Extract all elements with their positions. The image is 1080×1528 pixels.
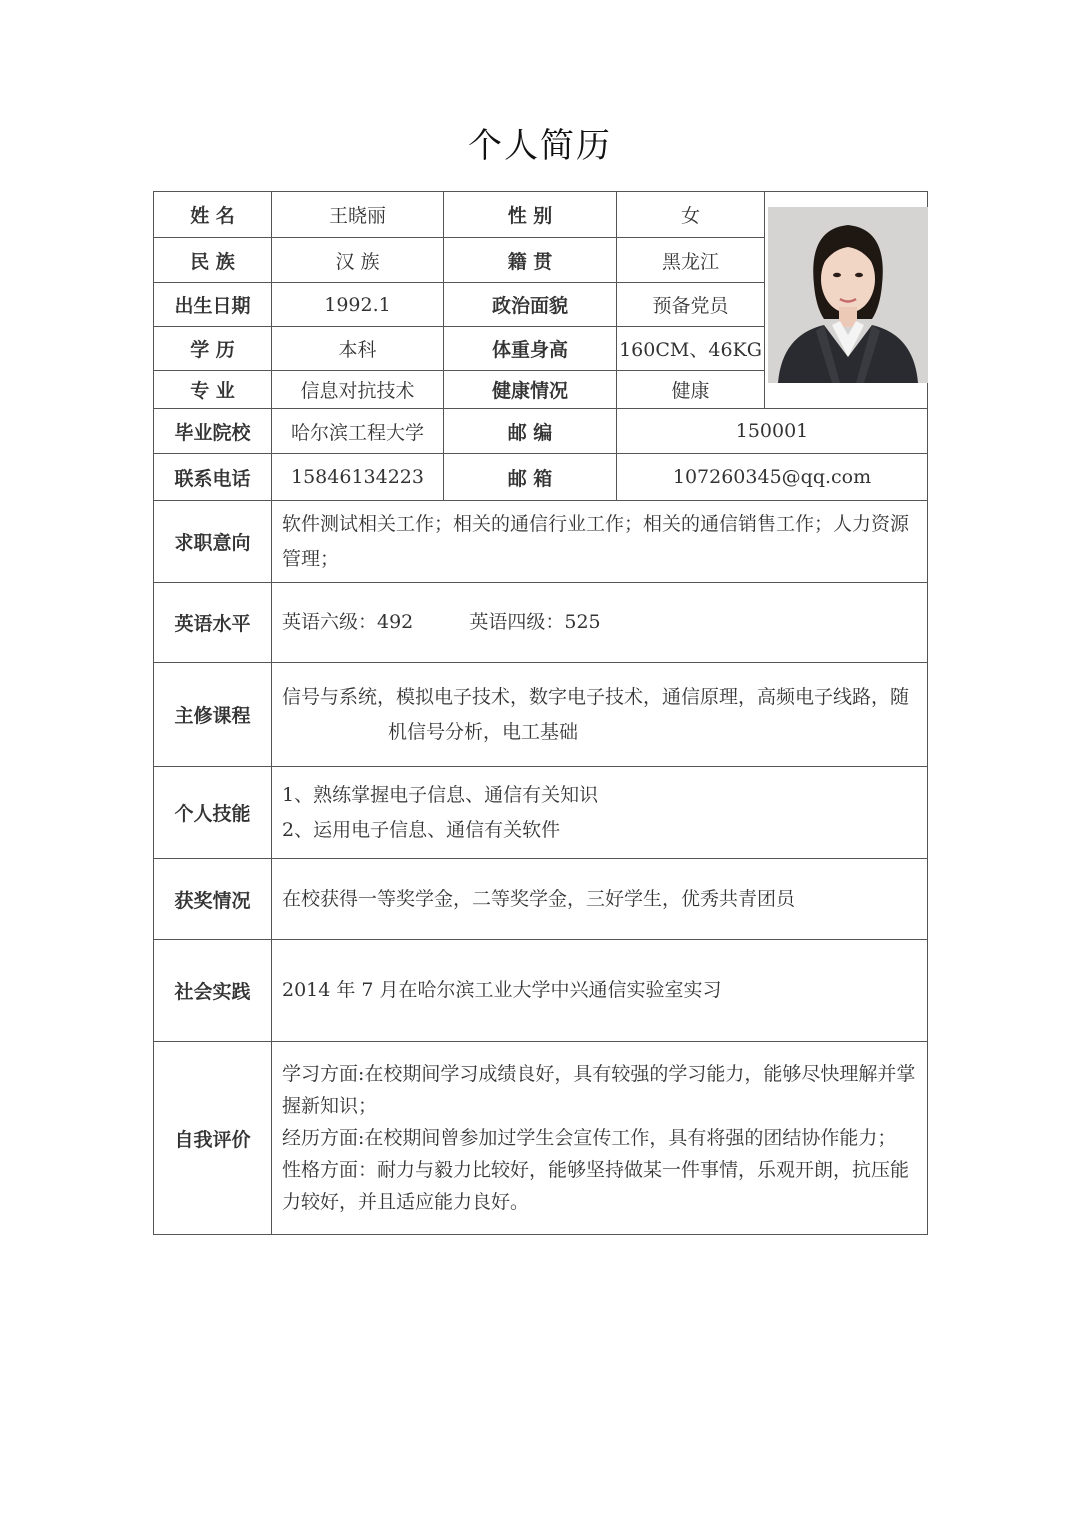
personal-skills xyxy=(272,767,928,859)
job-line: 软件测试相关工作；相关的通信行业工作；相关的通信销售工作；人力资源 xyxy=(282,512,910,535)
health-label: 健康情况 xyxy=(444,371,617,409)
self-eval-line: 学习方面:在校期间学习成绩良好，具有较强的学习能力，能够尽快理解并掌 xyxy=(282,1063,916,1085)
courses-label: 主修课程 xyxy=(154,663,272,767)
profile-photo xyxy=(768,207,928,383)
major-label: 专 业 xyxy=(154,371,272,409)
name-label: 姓 名 xyxy=(154,192,272,238)
job-line: 管理； xyxy=(282,547,340,570)
education-value: 本科 xyxy=(272,327,444,371)
ethnic-label: 民 族 xyxy=(154,238,272,283)
ethnic-value: 汉 族 xyxy=(272,238,444,283)
courses-line: 机信号分析，电工基础 xyxy=(388,720,579,743)
gender-label: 性 别 xyxy=(444,192,617,238)
self-eval-line: 力较好，并且适应能力良好。 xyxy=(282,1191,530,1213)
skills-label: 个人技能 xyxy=(154,767,272,859)
practice-text: 2014 年 7 月在哈尔滨工业大学中兴通信实验室实习 xyxy=(272,940,928,1042)
birth-label: 出生日期 xyxy=(154,283,272,327)
political-label: 政治面貌 xyxy=(444,283,617,327)
school-value: 哈尔滨工程大学 xyxy=(272,409,444,454)
resume-table xyxy=(153,191,928,1235)
practice-label: 社会实践 xyxy=(154,940,272,1042)
body-value: 160CM、46KG xyxy=(617,327,765,371)
self-evaluation xyxy=(272,1042,928,1235)
phone-label: 联系电话 xyxy=(154,454,272,501)
name-value: 王晓丽 xyxy=(272,192,444,238)
school-label: 毕业院校 xyxy=(154,409,272,454)
gender-value: 女 xyxy=(617,192,765,238)
birth-value: 1992.1 xyxy=(272,283,444,327)
self-eval-line: 性格方面：耐力与毅力比较好，能够坚持做某一件事情，乐观开朗，抗压能 xyxy=(282,1159,910,1181)
self-eval-line: 经历方面:在校期间曾参加过学生会宣传工作，具有将强的团结协作能力； xyxy=(282,1127,897,1149)
awards-label: 获奖情况 xyxy=(154,859,272,940)
photo-cell xyxy=(765,192,928,409)
political-value: 预备党员 xyxy=(617,283,765,327)
origin-label: 籍 贯 xyxy=(444,238,617,283)
origin-value: 黑龙江 xyxy=(617,238,765,283)
english-level xyxy=(272,583,928,663)
self-eval-line: 握新知识； xyxy=(282,1095,378,1117)
major-value: 信息对抗技术 xyxy=(272,371,444,409)
main-courses xyxy=(272,663,928,767)
skill-item: 1、熟练掌握电子信息、通信有关知识 xyxy=(282,783,599,806)
education-label: 学 历 xyxy=(154,327,272,371)
email-value: 107260345@qq.com xyxy=(617,454,928,501)
english-label: 英语水平 xyxy=(154,583,272,663)
skill-item: 2、运用电子信息、通信有关软件 xyxy=(282,818,561,841)
awards-text: 在校获得一等奖学金，二等奖学金，三好学生，优秀共青团员 xyxy=(272,859,928,940)
self-eval-label: 自我评价 xyxy=(154,1042,272,1235)
email-label: 邮 箱 xyxy=(444,454,617,501)
cet4-score: 英语四级：525 xyxy=(469,611,601,633)
courses-line: 信号与系统，模拟电子技术，数字电子技术，通信原理，高频电子线路，随 xyxy=(282,685,910,708)
job-label: 求职意向 xyxy=(154,501,272,583)
job-intent xyxy=(272,501,928,583)
postcode-value: 150001 xyxy=(617,409,928,454)
phone-value: 15846134223 xyxy=(272,454,444,501)
portrait-image xyxy=(768,207,928,383)
health-value: 健康 xyxy=(617,371,765,409)
postcode-label: 邮 编 xyxy=(444,409,617,454)
body-label: 体重身高 xyxy=(444,327,617,371)
page-title: 个人简历 xyxy=(468,126,612,166)
cet6-score: 英语六级：492 xyxy=(282,611,414,633)
